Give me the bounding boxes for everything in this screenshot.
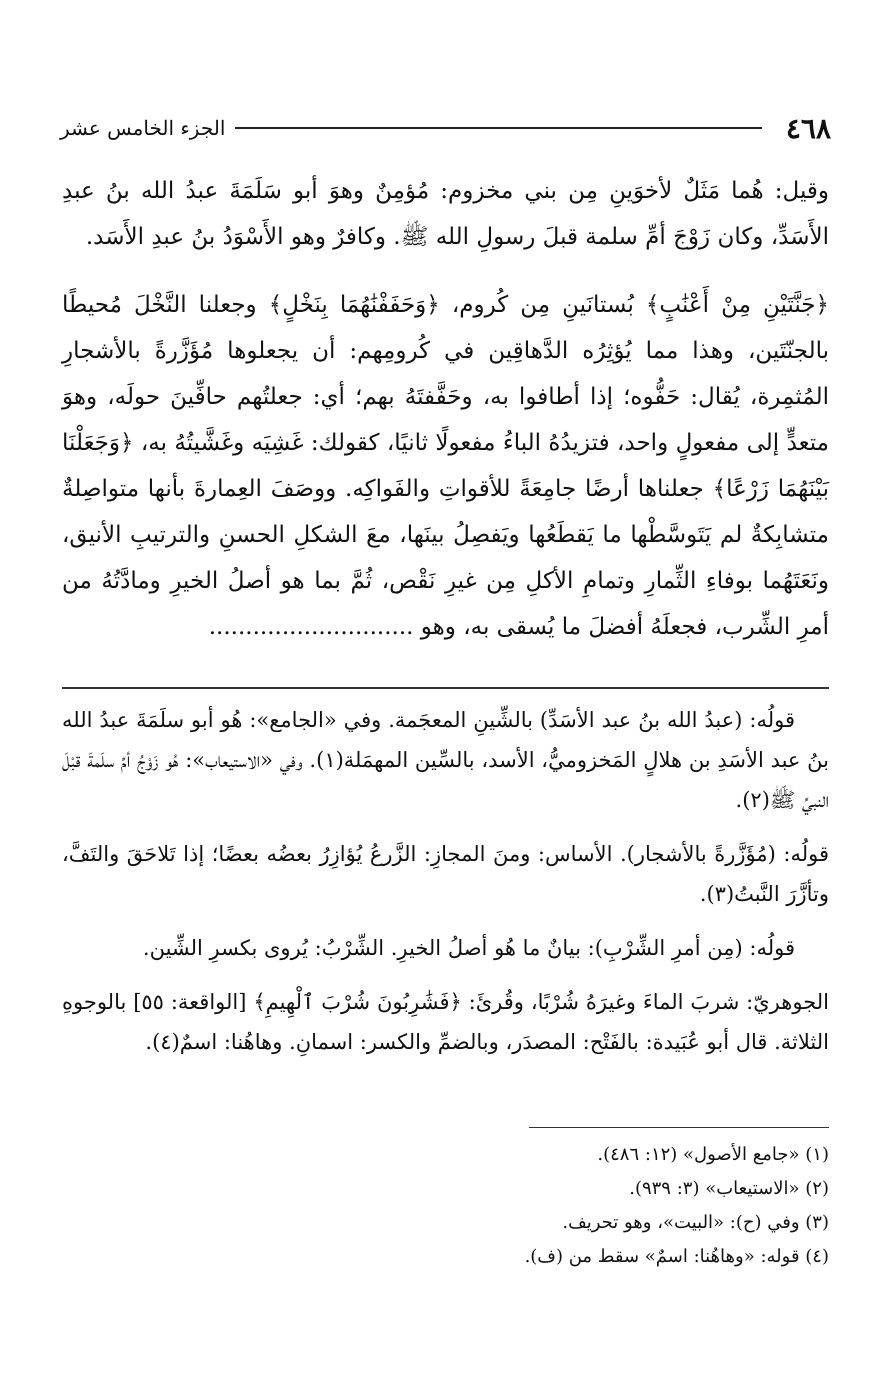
commentary-paragraph: قولُه: (عبدُ الله بنُ عبد الأسَدِّ) بالشِّينِ المعجَمة. وفي «الجامع»: هُو أبو سلَمَةَ عبدُ الله بنُ عبد الأسَدِ بن هلالٍ المَخزوميُّ، الأسد، بالسِّين المهمَلة(١). وفي «الاستيعاب»: هُو زَوْجُ أمِّ سلَمةَ قبْلَ النبيِّ ﷺ(٢). (62, 708, 829, 812)
commentary-paragraph: قولُه: (مُؤَزَّرةً بالأشجار). الأساس: ومنَ المجازِ: الزَّرعُ يُؤازِرُ بعضُه بعضًا؛ إذا تَلاحَقَ والتَفَّ، وتأزَّرَ النَّبتُ(٣). (62, 842, 829, 906)
footnotes (62, 1138, 829, 1274)
running-title: الجزء الخامس عشر (60, 116, 226, 140)
commentary-paragraph: الجوهريّ: شربَ الماءَ وغيرَهُ شُرْبًا، وقُرئَ: ﴿فَشَٰرِبُونَ شُرْبَ ٱلْهِيمِ﴾ [الواقعة: ٥٥] بالوجوهِ الثلاثة. قال أبو عُبَيدة: بالفَتْح: المصدَر، وبالضمِّ والكسر: اسمانِ. وهاهُنا: اسمٌ(٤). (62, 990, 829, 1054)
main-commentary-separator (62, 687, 829, 689)
main-text (62, 168, 829, 650)
page-header (60, 108, 831, 148)
footnote: (١) «جامع الأصول» (١٢: ٤٨٦). (597, 1144, 829, 1165)
main-paragraph: وقيل: هُما مَثَلٌ لأخوَينِ مِن بني مخزوم: مُؤمِنٌ وهوَ أبو سَلَمَةَ عبدُ الله بنُ عبدِ الأَسَدِّ، وكان زَوْجَ أمِّ سلمة قبلَ رسولِ الله ﷺ. وكافرٌ وهو الأَسْوَدُ بنُ عبدِ الأَسَد. (62, 178, 829, 250)
main-paragraph: ﴿جَنَّتَيْنِ مِنْ أَعْنَٰبٍ﴾ بُستانَينِ مِن كُروم، ﴿وَحَفَفْنَٰهُمَا بِنَخْلٍ﴾ وجعلنا النَّخْلَ مُحيطًا بالجنّتَين، وهذا مما يُؤثِرُه الدَّهاقِين في كُرومِهم: أن يجعلوها مُؤَزَّرةً بالأشجارِ المُثمِرة، يُقال: حَفُّوه؛ إذا أطافوا به، وحَفَّفتَهُ بهم؛ أي: جعلتُهم حافِّينَ حولَه، وهوَ متعدٍّ إلى مفعولٍ واحد، فتزيدُهُ الباءُ مفعولًا ثانيًا، كقولك: غَشِيَه وغَشَّيتُهُ به، ﴿وَجَعَلْنَا بَيْنَهُمَا زَرْعًا﴾ جعلناها أرضًا جامِعَةً للأقواتِ والفَواكِه. ووصَفَ العِمارةَ بأنها متواصِلةٌ متشابِكةٌ لم يَتَوسَّطْها ما يَقطَعُها ويَفصِلُ بينَها، معَ الشكلِ الحسنِ والترتيبِ الأنيق، ونَعَتَهُما بوفاءِ الثِّمارِ وتمامِ الأكلِ مِن غيرِ نَقْص، ثُمَّ بما هو أصلُ الخيرِ ومادَّتُهُ من أمرِ الشِّرب، فجعلَهُ أفضلَ ما يُسقى به، وهو ............................ (62, 292, 829, 640)
commentary (62, 700, 829, 1076)
page-number: ٤٦٨ (785, 111, 831, 145)
footnote: (٣) وفي (ح): «البيت»، وهو تحريف. (562, 1212, 829, 1233)
footnote: (٢) «الاستيعاب» (٣: ٩٣٩). (629, 1178, 829, 1199)
commentary-paragraph: قولُه: (مِن أمرِ الشِّرْبِ): بيانٌ ما هُو أصلُ الخيرِ. الشِّرْبُ: يُروى بكسرِ الشِّين. (142, 936, 795, 960)
header-rule (235, 127, 761, 129)
footnote-rule (529, 1127, 829, 1128)
footnote: (٤) قوله: «وهاهُنا: اسمٌ» سقط من (ف). (524, 1246, 829, 1267)
